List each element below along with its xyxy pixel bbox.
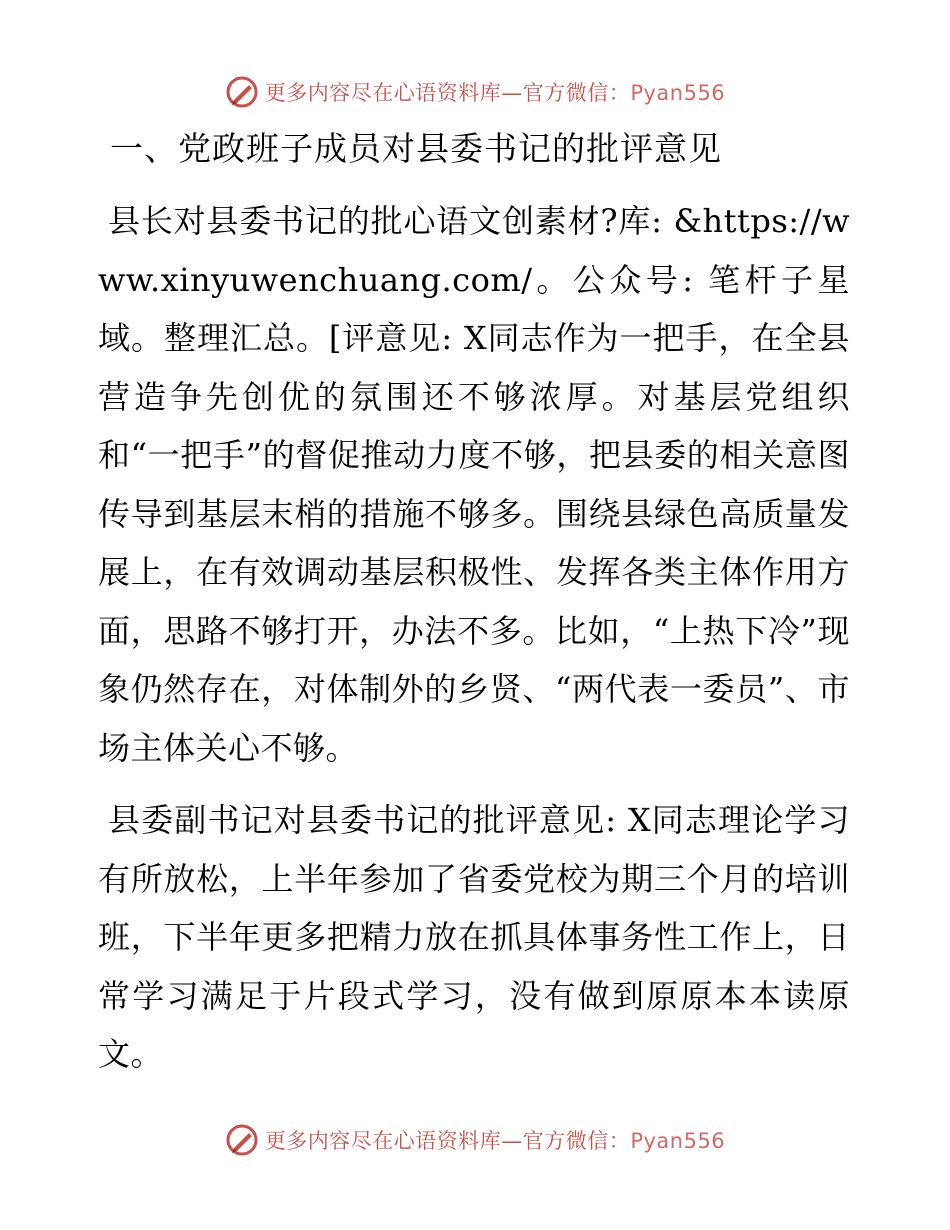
pen-logo-icon bbox=[225, 1123, 259, 1157]
watermark-label bbox=[265, 1125, 725, 1155]
paragraph-county-head-criticism: 县长对县委书记的批心语文创素材?库: &https://www.xinyuwenchuang.com/。公众号: 笔杆子星域。整理汇总。[评意见: X同志作为一把手，在全县营造争先创优的氛围还不够浓厚。对基层党组织和“一把手”的督促推动力度不够，把县委的相关意图传导到基层末梢的措施不够多。围绕县绿色高质量发展上，在有效调动基层积极性、发挥各类主体作用方面，思路不够打开，办法不多。比如，“上热下冷”现象仍然存在，对体制外的乡贤、“两代表一委员”、市场主体关心不够。 bbox=[98, 202, 850, 767]
section-heading: 一、党政班子成员对县委书记的批评意见 bbox=[110, 129, 722, 168]
watermark-label bbox=[265, 77, 725, 107]
watermark-handle: Pyan556 bbox=[630, 81, 726, 105]
header-watermark bbox=[0, 72, 950, 112]
watermark-text: 更多内容尽在心语资料库—官方微信： bbox=[264, 1129, 631, 1153]
watermark-handle: Pyan556 bbox=[630, 1129, 726, 1153]
document-body bbox=[98, 120, 850, 1084]
paragraph-deputy-secretary-criticism: 县委副书记对县委书记的批评意见: X同志理论学习有所放松，上半年参加了省委党校为期三个月的培训班，下半年更多把精力放在抓具体事务性工作上，日常学习满足于片段式学习，没有做到原原本本读原文。 bbox=[98, 801, 850, 1073]
pen-logo-icon bbox=[225, 75, 259, 109]
watermark-text: 更多内容尽在心语资料库—官方微信： bbox=[264, 81, 631, 105]
footer-watermark bbox=[0, 1120, 950, 1160]
